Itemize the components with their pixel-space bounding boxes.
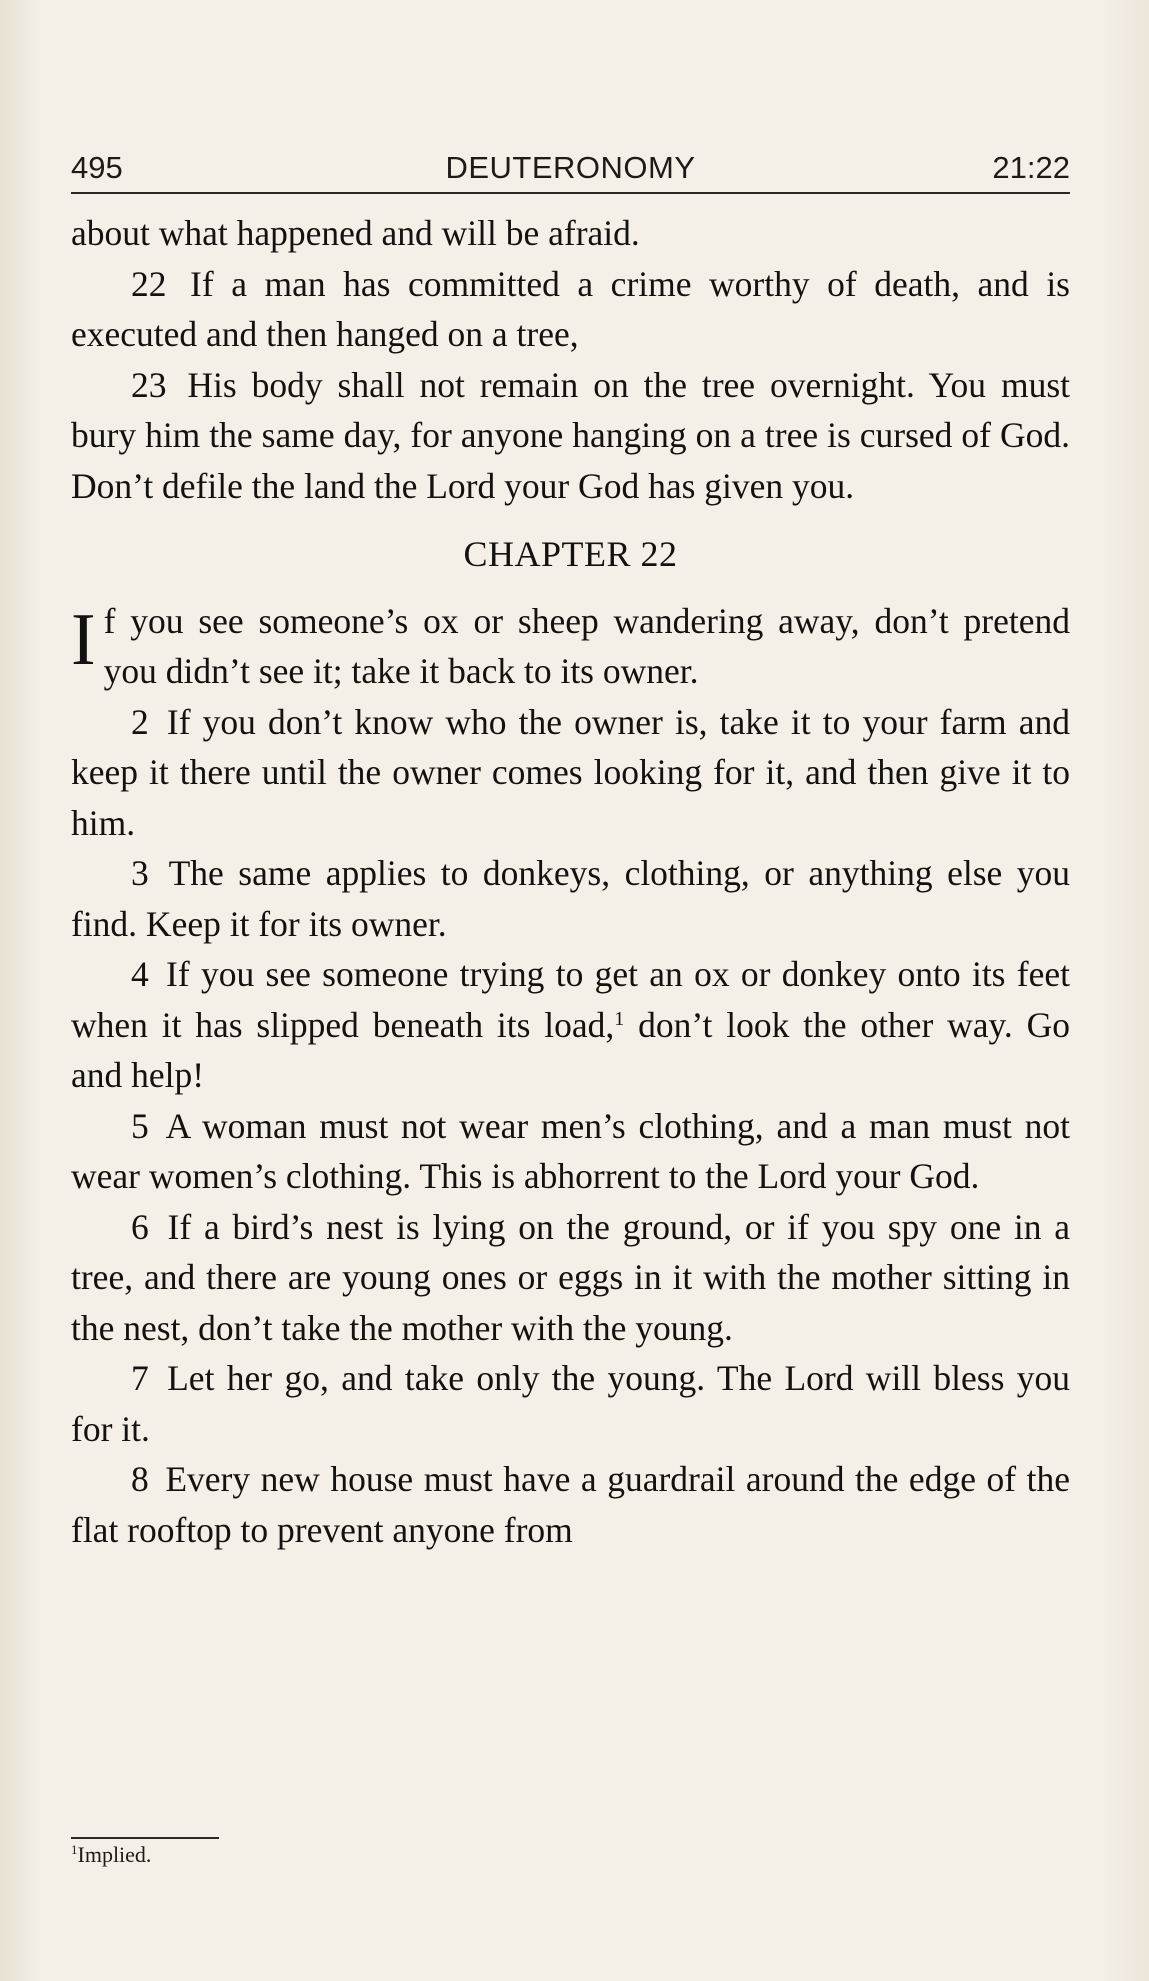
book-title: DEUTERONOMY <box>445 150 696 185</box>
verse-number: 3 <box>131 853 149 893</box>
running-header <box>71 148 1070 194</box>
verse-reference: 21:22 <box>992 150 1070 185</box>
footnote-rule <box>71 1837 219 1839</box>
verse-number: 7 <box>131 1358 149 1398</box>
chapter-heading: CHAPTER 22 <box>463 534 678 574</box>
verse-text: His body shall not remain on the tree overnight. You must bury him the same day, for anyone hanging on a tree is cursed of God. Don’t defile the land the Lord your God has given you. <box>71 364 1071 506</box>
verse-text: don’t look the other way. Go and help! <box>71 1004 1070 1095</box>
verse-number: 4 <box>131 954 149 994</box>
verse-3 <box>71 848 1070 949</box>
footnote-marker[interactable]: 1 <box>614 1007 625 1030</box>
verse-number: 22 <box>131 263 167 304</box>
verse-number: 6 <box>131 1206 149 1247</box>
verse-text: Every new house must have a guardrail around the edge of the flat rooftop to prevent anyone from <box>71 1459 1071 1550</box>
verse-number: 8 <box>131 1459 149 1499</box>
footnote <box>71 1842 151 1868</box>
footnote-text: Implied. <box>77 1842 152 1867</box>
continuation-text: about what happened and will be afraid. <box>71 213 640 253</box>
verse-8 <box>71 1454 1070 1555</box>
verse-number: 23 <box>131 364 167 405</box>
verse-6 <box>71 1202 1070 1354</box>
verse-text: If a man has committed a crime worthy of death, and is executed and then hanged on a tree, <box>71 263 1071 354</box>
verse-text: f you see someone’s ox or sheep wandering away, don’t pretend you didn’t see it; take it back to its owner. <box>103 600 1070 691</box>
verse-text: If you see someone trying to get an ox or donkey onto its feet when it has slipped beneath its load, <box>71 954 1070 1045</box>
verse-text: A woman must not wear men’s clothing, and a man must not wear women’s clothing. This is abhorrent to the Lord your God. <box>71 1105 1071 1196</box>
verse-22 <box>71 259 1070 360</box>
page-number: 495 <box>71 150 123 185</box>
text-body <box>71 208 1070 1555</box>
verse-text: The same applies to donkeys, clothing, or anything else you find. Keep it for its owner. <box>71 853 1071 944</box>
verse-7 <box>71 1353 1070 1454</box>
verse-number: 5 <box>131 1105 149 1146</box>
verse-number: 2 <box>131 701 149 742</box>
drop-cap: I <box>71 598 96 681</box>
verse-1 <box>71 596 1070 697</box>
verse-2 <box>71 697 1070 849</box>
verse-text: Let her go, and take only the young. The Lord will bless you for it. <box>71 1358 1071 1449</box>
verse-text: If you don’t know who the owner is, take it to your farm and keep it there until the owner comes looking for it, and then give it to him. <box>71 701 1071 843</box>
verse-5 <box>71 1101 1070 1202</box>
footnote-number: 1 <box>71 1842 78 1857</box>
verse-4 <box>71 949 1070 1101</box>
verse-text: If a bird’s nest is lying on the ground, or if you spy one in a tree, and there are young ones or eggs in it with the mother sitting in the nest, don’t take the mother with the young. <box>71 1206 1070 1348</box>
verse-23 <box>71 360 1070 512</box>
